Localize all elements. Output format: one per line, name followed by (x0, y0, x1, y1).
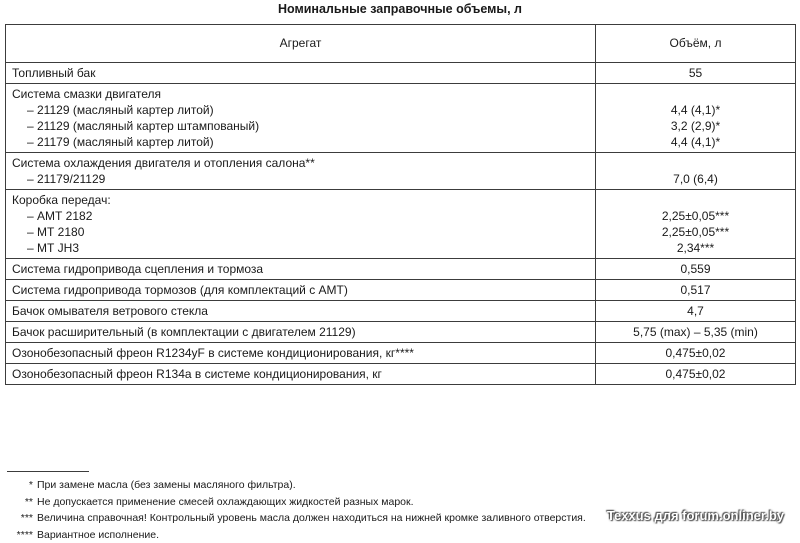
unit-name-line: Озонобезопасный фреон R134a в системе кондиционирования, кг (12, 366, 595, 382)
volume-value-line: 0,517 (596, 282, 795, 298)
volume-value-line: 7,0 (6,4) (596, 171, 795, 187)
table-row (6, 280, 796, 301)
volume-cell (596, 343, 796, 364)
unit-name-line: Система смазки двигателя (12, 86, 595, 102)
table-row (6, 322, 796, 343)
volume-value-line (596, 192, 795, 208)
unit-cell (6, 63, 596, 84)
unit-name-line: Система гидропривода тормозов (для комплектаций с АМТ) (12, 282, 595, 298)
unit-name-line: Бачок расширительный (в комплектации с двигателем 21129) (12, 324, 595, 340)
footnote (5, 510, 586, 527)
table-row (6, 153, 796, 190)
volume-cell (596, 301, 796, 322)
volume-cell (596, 190, 796, 259)
footnote-text: Величина справочная! Контрольный уровень масла должен находиться на нижней кромке заливного отверстия. (37, 512, 586, 524)
table-row (6, 63, 796, 84)
table-row (6, 364, 796, 385)
volume-value-line: 2,25±0,05*** (596, 224, 795, 240)
unit-cell (6, 84, 596, 153)
volume-cell (596, 280, 796, 301)
column-header-unit: Агрегат (6, 25, 596, 63)
unit-name-line: – 21179 (масляный картер литой) (12, 134, 595, 150)
unit-name-line: – 21129 (масляный картер штампованый) (12, 118, 595, 134)
footnote-mark: *** (5, 510, 33, 527)
volume-value-line: 2,34*** (596, 240, 795, 256)
volume-cell (596, 153, 796, 190)
volume-value-line: 4,4 (4,1)* (596, 102, 795, 118)
unit-name-line: Система охлаждения двигателя и отопления салона** (12, 155, 595, 171)
unit-cell (6, 343, 596, 364)
volume-value-line (596, 86, 795, 102)
volume-value-line: 0,475±0,02 (596, 345, 795, 361)
unit-cell (6, 153, 596, 190)
table-title: Номинальные заправочные объемы, л (0, 1, 800, 17)
column-header-volume: Объём, л (596, 25, 796, 63)
table-header-row (6, 25, 796, 63)
footnote (5, 494, 586, 511)
table-row (6, 84, 796, 153)
unit-name-line: Топливный бак (12, 65, 595, 81)
table-row (6, 301, 796, 322)
volume-cell (596, 84, 796, 153)
footnote-divider (7, 471, 89, 472)
volume-value-line: 5,75 (max) – 5,35 (min) (596, 324, 795, 340)
volume-value-line: 2,25±0,05*** (596, 208, 795, 224)
table-row (6, 190, 796, 259)
unit-name-line: Система гидропривода сцепления и тормоза (12, 261, 595, 277)
watermark: Texxus для forum.onliner.by (607, 508, 784, 523)
volume-value-line: 55 (596, 65, 795, 81)
unit-cell (6, 322, 596, 343)
volume-cell (596, 63, 796, 84)
volume-value-line: 4,4 (4,1)* (596, 134, 795, 150)
unit-name-line: Бачок омывателя ветрового стекла (12, 303, 595, 319)
unit-name-line: – МТ 2180 (12, 224, 595, 240)
fill-volumes-table (5, 24, 796, 385)
footnote (5, 527, 586, 543)
footnote-mark: **** (5, 527, 33, 543)
table-row (6, 259, 796, 280)
unit-name-line: Озонобезопасный фреон R1234yF в системе кондиционирования, кг**** (12, 345, 595, 361)
volume-cell (596, 364, 796, 385)
unit-cell (6, 190, 596, 259)
footnote-text: Не допускается применение смесей охлаждающих жидкостей разных марок. (37, 496, 414, 508)
volume-value-line: 0,475±0,02 (596, 366, 795, 382)
footnote-mark: ** (5, 494, 33, 511)
footnote (5, 477, 586, 494)
unit-name-line: – 21179/21129 (12, 171, 595, 187)
footnote-text: При замене масла (без замены масляного фильтра). (37, 479, 296, 491)
volume-value-line: 3,2 (2,9)* (596, 118, 795, 134)
volume-cell (596, 259, 796, 280)
unit-name-line: – 21129 (масляный картер литой) (12, 102, 595, 118)
unit-name-line: Коробка передач: (12, 192, 595, 208)
table-row (6, 343, 796, 364)
unit-name-line: – МТ JH3 (12, 240, 595, 256)
footnote-mark: * (5, 477, 33, 494)
volume-value-line (596, 155, 795, 171)
unit-cell (6, 259, 596, 280)
unit-cell (6, 301, 596, 322)
volume-value-line: 4,7 (596, 303, 795, 319)
unit-cell (6, 280, 596, 301)
volume-cell (596, 322, 796, 343)
footnotes (5, 477, 586, 543)
unit-cell (6, 364, 596, 385)
unit-name-line: – АМТ 2182 (12, 208, 595, 224)
volume-value-line: 0,559 (596, 261, 795, 277)
table-body (6, 63, 796, 385)
footnote-text: Вариантное исполнение. (37, 529, 159, 541)
